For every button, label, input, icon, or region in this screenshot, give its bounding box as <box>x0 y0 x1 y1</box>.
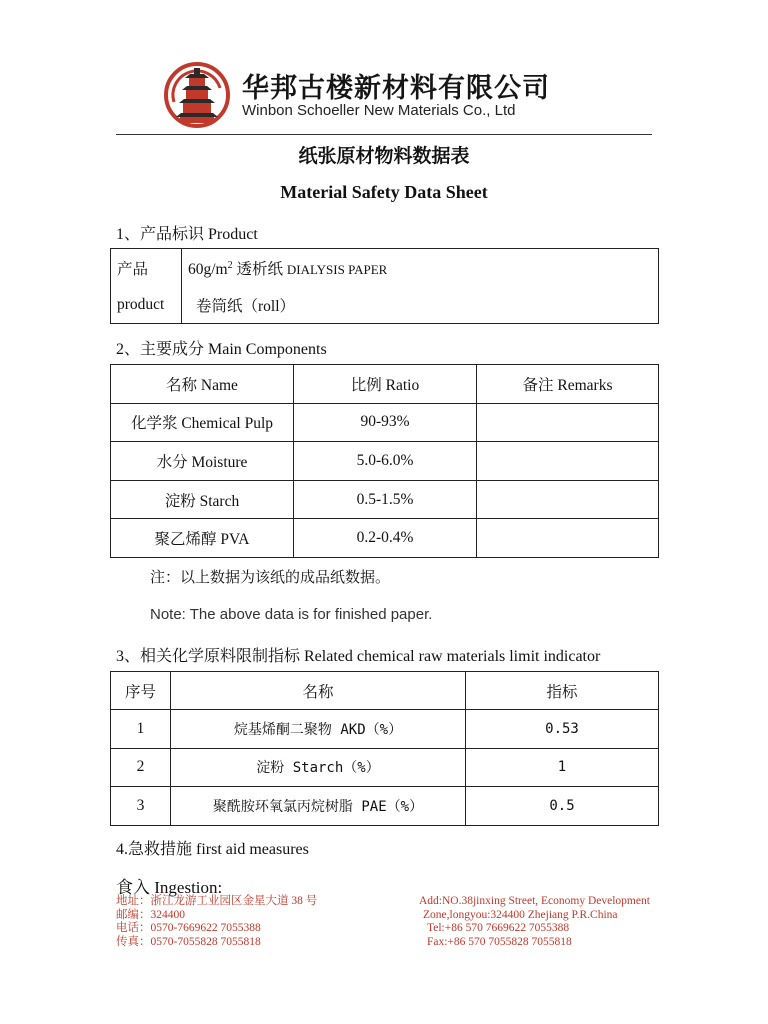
component-name: 化学浆 Chemical Pulp <box>111 403 294 442</box>
footer-fax: 传真：0570-7055828 7055818 <box>116 935 261 948</box>
column-header-indicator: 指标 <box>466 672 659 710</box>
pagoda-logo-icon <box>164 62 230 128</box>
limit-index: 1 <box>111 710 171 748</box>
component-ratio: 0.2-0.4% <box>294 519 477 558</box>
component-remarks <box>477 442 659 481</box>
letterhead <box>160 58 580 138</box>
table-row <box>111 480 659 519</box>
section-1-heading: 1、产品标识 Product <box>116 226 258 243</box>
column-header-name: 名称 Name <box>111 365 294 404</box>
footer-phone: 电话：0570-7669622 7055388 <box>116 922 261 935</box>
table-row <box>111 787 659 825</box>
column-header-remarks: 备注 Remarks <box>477 365 659 404</box>
page-title-cn: 纸张原材物料数据表 <box>298 145 470 167</box>
footer-address-en <box>419 895 650 949</box>
footer-postcode: 邮编：324400 <box>116 908 185 921</box>
column-header-ratio: 比例 Ratio <box>294 365 477 404</box>
footer-address-cn <box>116 895 317 949</box>
table-row <box>111 403 659 442</box>
header-divider <box>116 134 652 135</box>
page-title-en: Material Safety Data Sheet <box>280 182 488 202</box>
section-2-heading: 2、主要成分 Main Components <box>116 341 327 358</box>
limit-value: 0.53 <box>466 710 659 748</box>
table-row <box>111 249 659 287</box>
limit-index: 2 <box>111 748 171 786</box>
section-4-heading: 4.急救措施 first aid measures <box>116 841 309 858</box>
product-label-cn: 产品 <box>111 249 182 287</box>
limit-value: 0.5 <box>466 787 659 825</box>
company-name-cn: 华邦古楼新材料有限公司 <box>242 73 550 104</box>
limit-value: 1 <box>466 748 659 786</box>
product-form: 卷筒纸（roll） <box>182 286 659 324</box>
note-en: Note: The above data is for finished paper. <box>150 606 433 623</box>
component-name: 水分 Moisture <box>111 442 294 481</box>
ingestion-label: 食入 Ingestion: <box>116 878 223 897</box>
table-row <box>111 710 659 748</box>
section-3-heading: 3、相关化学原料限制指标 Related chemical raw materials limit indicator <box>116 648 601 665</box>
limit-name: 淀粉 Starch（%） <box>171 748 466 786</box>
note-cn: 注：以上数据为该纸的成品纸数据。 <box>150 570 391 586</box>
table-row <box>111 442 659 481</box>
limits-table <box>110 671 659 826</box>
column-header-name: 名称 <box>171 672 466 710</box>
limit-index: 3 <box>111 787 171 825</box>
product-value: $60g/m^2$ 透析纸 DIALYSIS PAPER <box>182 249 659 287</box>
product-label-en: product <box>111 286 182 324</box>
limit-name: 聚酰胺环氧氯丙烷树脂 PAE（%） <box>171 787 466 825</box>
limit-name: 烷基烯酮二聚物 AKD（%） <box>171 710 466 748</box>
component-remarks <box>477 403 659 442</box>
component-name: 淀粉 Starch <box>111 480 294 519</box>
table-row <box>111 748 659 786</box>
footer-fax: Fax:+86 570 7055828 7055818 <box>427 935 572 948</box>
table-header-row <box>111 672 659 710</box>
footer-address: 地址：浙江龙游工业园区金星大道 38 号 <box>116 895 318 907</box>
table-header-row <box>111 365 659 404</box>
component-remarks <box>477 480 659 519</box>
footer-address: Add:NO.38jinxing Street, Economy Development <box>419 895 650 907</box>
company-name-en: Winbon Schoeller New Materials Co., Ltd <box>242 102 516 119</box>
footer-phone: Tel:+86 570 7669622 7055388 <box>427 922 570 935</box>
component-ratio: 0.5-1.5% <box>294 480 477 519</box>
product-table <box>110 248 659 324</box>
component-name: 聚乙烯醇 PVA <box>111 519 294 558</box>
components-table <box>110 364 659 558</box>
component-remarks <box>477 519 659 558</box>
column-header-index: 序号 <box>111 672 171 710</box>
table-row <box>111 286 659 324</box>
component-ratio: 5.0-6.0% <box>294 442 477 481</box>
component-ratio: 90-93% <box>294 403 477 442</box>
table-row <box>111 519 659 558</box>
footer-zone: Zone,longyou:324400 Zhejiang P.R.China <box>423 908 618 921</box>
